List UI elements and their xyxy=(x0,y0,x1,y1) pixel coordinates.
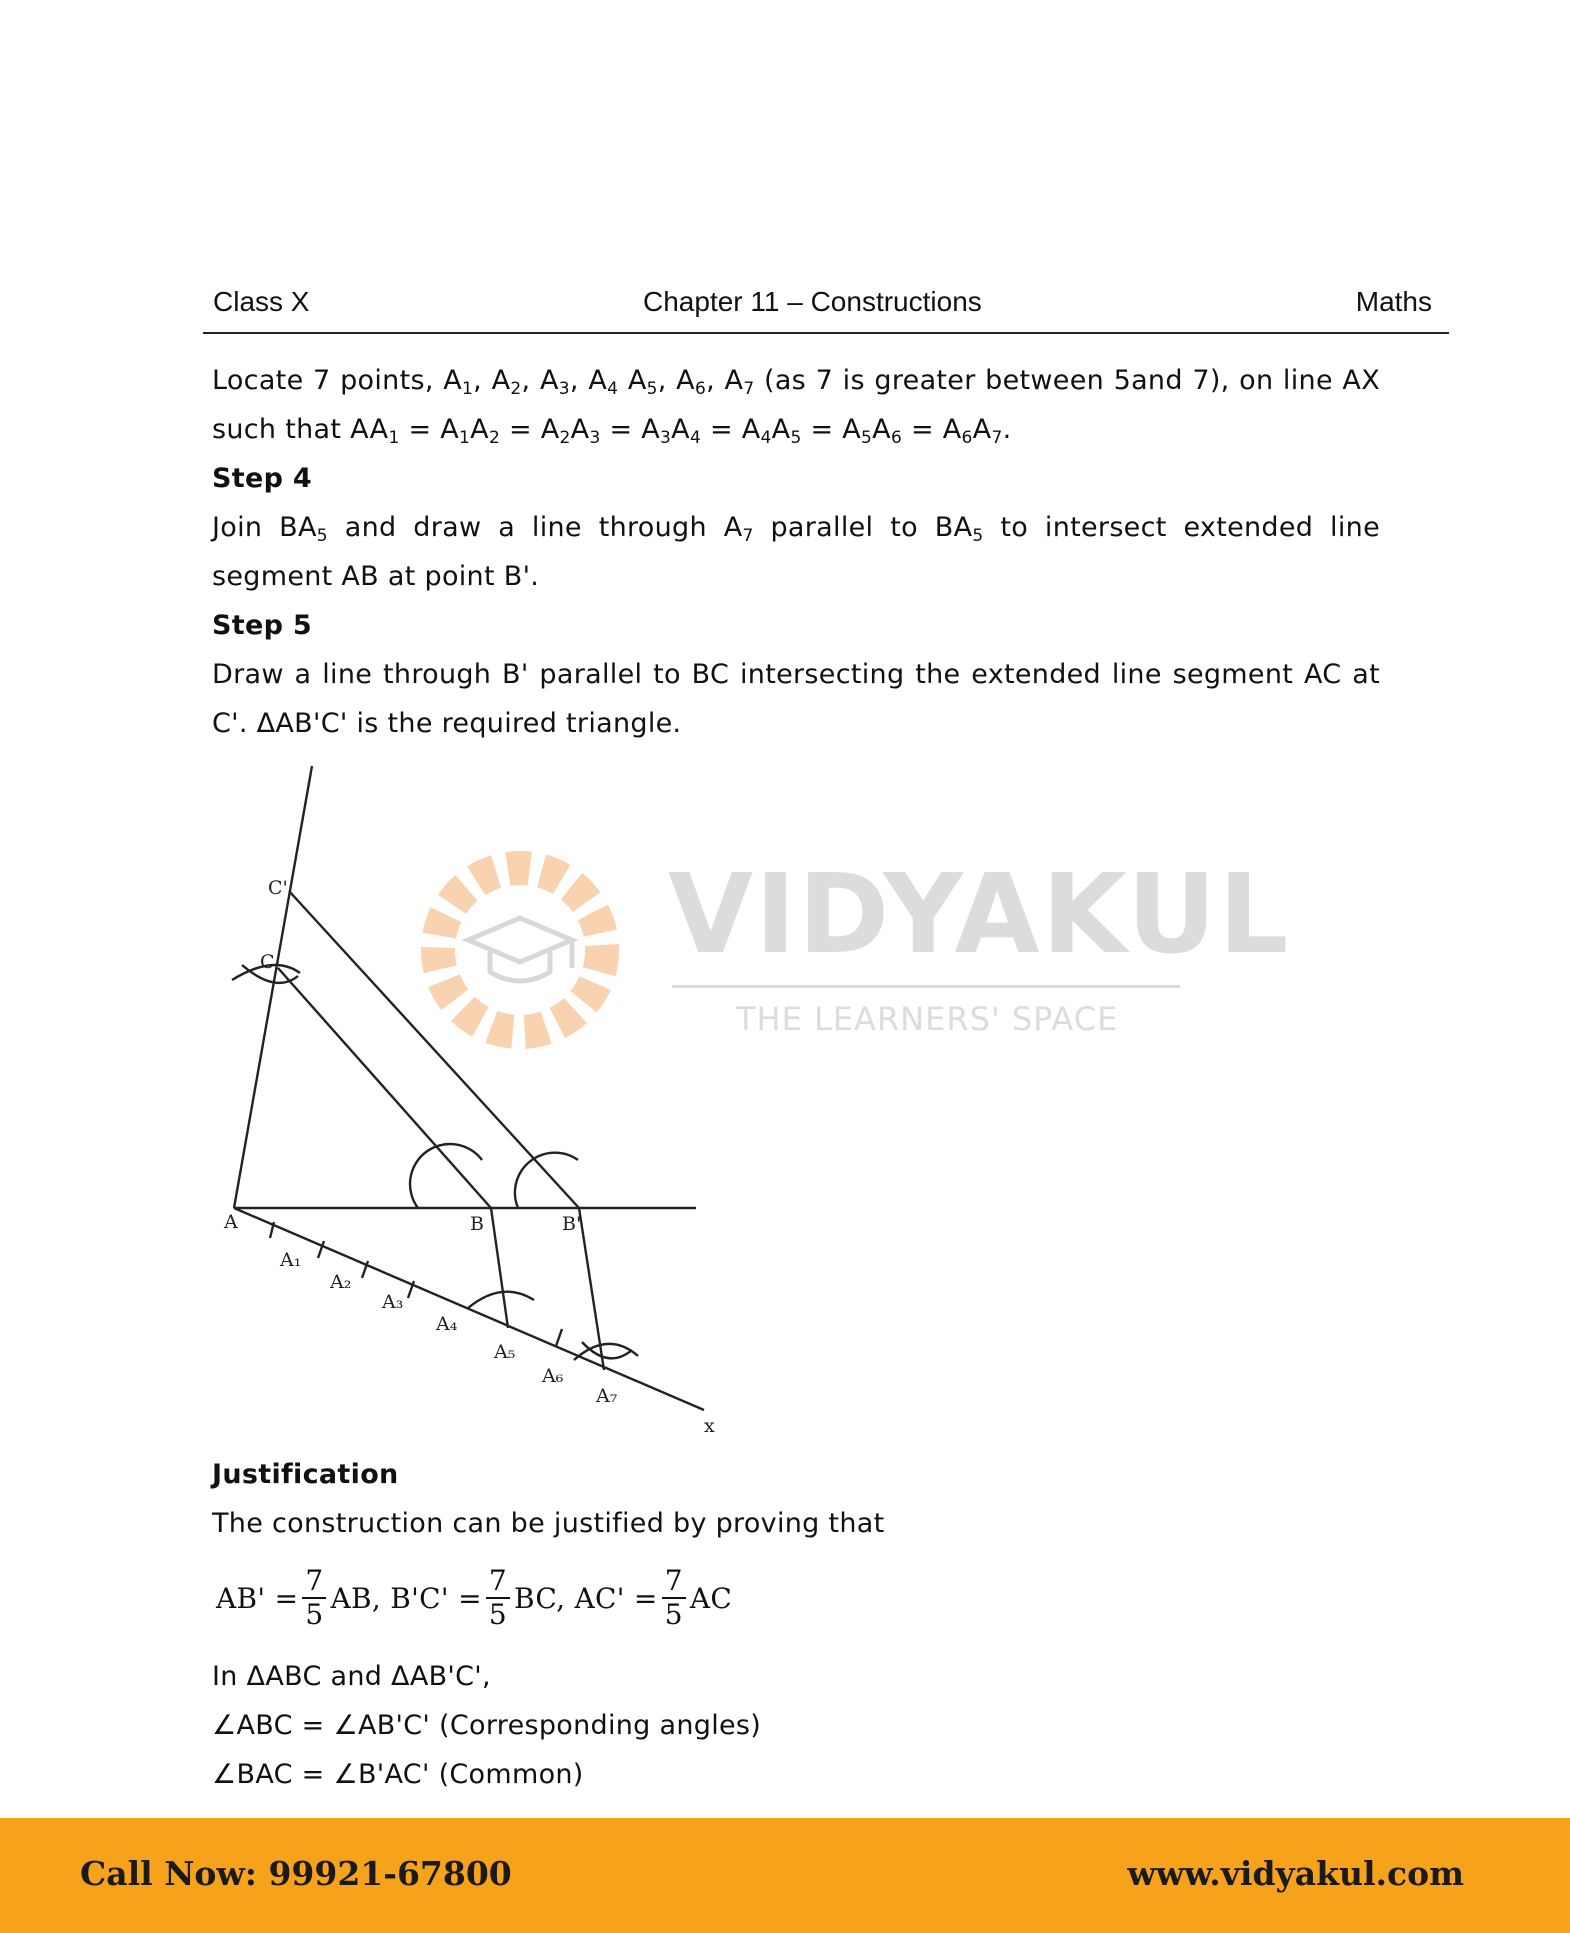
ray-ac xyxy=(234,766,312,1208)
label-a7: A₇ xyxy=(596,1385,618,1407)
page-header xyxy=(203,286,1449,334)
justification-section xyxy=(212,1450,1380,1799)
segment-b-prime-c-prime xyxy=(289,891,579,1208)
intro-line-2: such that $AA_1 = A_1A_2 = A_2A_3 = A_3A_4 = A_4A_5 = A_5A_6 = A_6A_7$. xyxy=(212,414,1012,448)
justification-line-1: In ΔABC and ΔAB'C', xyxy=(212,1661,491,1692)
footer-banner xyxy=(0,1818,1570,1933)
intro-line-1: Locate 7 points, $A_1$, $A_2$, $A_3$, $A_4$ $A_5$, $A_6$, $A_7$ (as 7 is greater between 5and 7), on line AX xyxy=(212,365,1380,399)
label-a4: A₄ xyxy=(436,1313,458,1335)
label-a6: A₆ xyxy=(542,1365,564,1387)
step-4-title: Step 4 xyxy=(212,463,312,494)
arc-at-a5 xyxy=(468,1292,534,1308)
page-content xyxy=(212,356,1380,748)
step-5-text-2: C'. ΔAB'C' is the required triangle. xyxy=(212,708,682,739)
footer-call-now[interactable]: Call Now: 99921-67800 xyxy=(80,1854,512,1893)
label-b-prime: B' xyxy=(562,1213,582,1235)
label-c: C xyxy=(260,951,275,973)
justification-intro: The construction can be justified by proving that xyxy=(212,1508,885,1539)
label-x: x xyxy=(704,1415,715,1437)
label-a: A xyxy=(224,1211,238,1233)
label-a3: A₃ xyxy=(382,1291,404,1313)
label-b: B xyxy=(470,1213,484,1235)
step-5-title: Step 5 xyxy=(212,610,312,641)
ray-ax xyxy=(234,1208,704,1410)
justification-formula: AB' = $\frac{7}{5}$ AB, B'C' = $\frac{7}{5}$ BC, AC' = $\frac{7}{5}$ AC xyxy=(216,1564,733,1631)
watermark-name: VIDYAKUL xyxy=(668,850,1291,978)
label-c-prime: C' xyxy=(268,877,288,899)
step-5-text: Draw a line through B' parallel to BC intersecting the extended line segment AC at xyxy=(212,659,1380,690)
watermark-tagline: THE LEARNERS' SPACE xyxy=(736,1000,1119,1038)
tick-a6 xyxy=(556,1329,562,1346)
justification-line-3: ∠BAC = ∠B'AC' (Common) xyxy=(212,1759,584,1790)
arc-at-b xyxy=(410,1144,482,1208)
step-4-text: Join $BA_5$ and draw a line through $A_7$ parallel to $BA_5$ to intersect extended line xyxy=(212,512,1380,546)
footer-website-link[interactable]: www.vidyakul.com xyxy=(1127,1854,1464,1893)
label-a2: A₂ xyxy=(330,1271,352,1293)
label-a1: A₁ xyxy=(280,1249,302,1271)
construction-figure xyxy=(212,760,752,1440)
header-chapter: Chapter 11 – Constructions xyxy=(643,286,982,317)
justification-line-2: ∠ABC = ∠AB'C' (Corresponding angles) xyxy=(212,1710,762,1741)
header-subject: Maths xyxy=(1355,286,1432,317)
step-4-text-2: segment AB at point B'. xyxy=(212,561,540,592)
segment-bc xyxy=(278,968,491,1208)
header-class: Class X xyxy=(213,286,310,317)
justification-title: Justification xyxy=(212,1459,399,1490)
arc-at-b-prime xyxy=(515,1153,578,1208)
label-a5: A₅ xyxy=(494,1341,516,1363)
segment-ba5 xyxy=(491,1208,508,1328)
